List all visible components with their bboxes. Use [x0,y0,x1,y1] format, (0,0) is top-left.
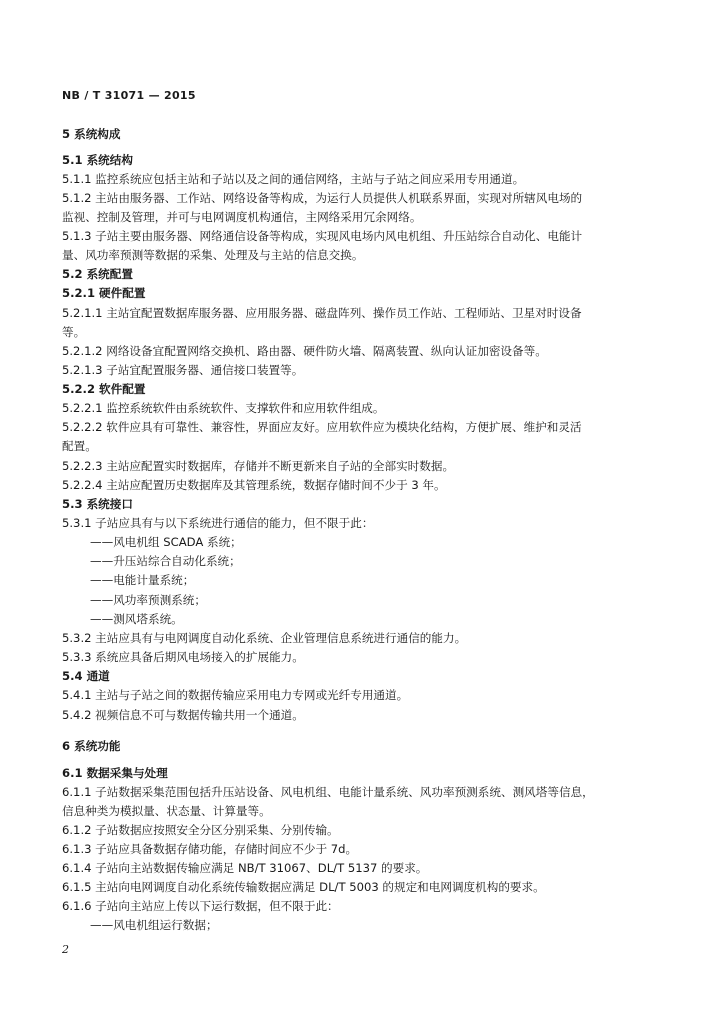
clause-5-2-2-4: 5.2.2.4 主站应配置历史数据库及其管理系统，数据存储时间不少于 3 年。 [62,478,446,492]
heading-5: 5 系统构成 [62,127,121,141]
clause-5-3-1: 5.3.1 子站应具有与以下系统进行通信的能力，但不限于此： [62,516,374,530]
clause-5-2-2-2-cont: 配置。 [62,439,97,453]
clause-5-2-2-1: 5.2.2.1 监控系统软件由系统软件、支撑软件和应用软件组成。 [62,401,385,415]
list-item: ——风功率预测系统； [90,593,206,607]
heading-6-1: 6.1 数据采集与处理 [62,766,168,780]
list-item: ——升压站综合自动化系统； [90,554,241,568]
clause-6-1-3: 6.1.3 子站应具备数据存储功能，存储时间应不少于 7d。 [62,842,358,856]
list-item: ——风电机组运行数据； [90,918,218,932]
clause-5-3-2: 5.3.2 主站应具有与电网调度自动化系统、企业管理信息系统进行通信的能力。 [62,631,467,645]
clause-6-1-1-cont: 信息种类为模拟量、状态量、计算量等。 [62,804,271,818]
clause-5-4-1: 5.4.1 主站与子站之间的数据传输应采用电力专网或光纤专用通道。 [62,688,409,702]
page-number: 2 [62,943,69,956]
clause-6-1-1: 6.1.1 子站数据采集范围包括升压站设备、风电机组、电能计量系统、风功率预测系统、测风塔等信息， [62,785,594,799]
clause-6-1-5: 6.1.5 主站向电网调度自动化系统传输数据应满足 DL/T 5003 的规定和电网调度机构的要求。 [62,880,545,894]
list-item: ——测风塔系统。 [90,612,183,626]
clause-5-4-2: 5.4.2 视频信息不可与数据传输共用一个通道。 [62,708,304,722]
clause-5-2-2-3: 5.2.2.3 主站应配置实时数据库，存储并不断更新来自子站的全部实时数据。 [62,459,455,473]
clause-5-1-1: 5.1.1 监控系统应包括主站和子站以及之间的通信网络，主站与子站之间应采用专用通道。 [62,172,525,186]
heading-5-3: 5.3 系统接口 [62,497,133,511]
heading-6: 6 系统功能 [62,739,121,753]
clause-5-2-1-2: 5.2.1.2 网络设备宜配置网络交换机、路由器、硬件防火墙、隔离装置、纵向认证加密设备等。 [62,344,547,358]
clause-5-2-1-3: 5.2.1.3 子站宜配置服务器、通信接口装置等。 [62,363,304,377]
clause-5-1-3: 5.1.3 子站主要由服务器、网络通信设备等构成，实现风电场内风电机组、升压站综合自动化、电能计 [62,229,583,243]
clause-5-3-3: 5.3.3 系统应具备后期风电场接入的扩展能力。 [62,650,304,664]
clause-5-1-3-cont: 量、风功率预测等数据的采集、处理及与主站的信息交换。 [62,248,364,262]
standard-number-header: NB / T 31071 — 2015 [62,89,196,102]
list-item: ——风电机组 SCADA 系统； [90,535,242,549]
heading-5-2-1: 5.2.1 硬件配置 [62,286,146,300]
clause-5-2-1-1-cont: 等。 [62,325,86,339]
heading-5-2: 5.2 系统配置 [62,267,133,281]
clause-5-1-2: 5.1.2 主站由服务器、工作站、网络设备等构成，为运行人员提供人机联系界面，实现对所辖风电场的 [62,191,583,205]
clause-6-1-6: 6.1.6 子站向主站应上传以下运行数据，但不限于此： [62,899,339,913]
clause-6-1-4: 6.1.4 子站向主站数据传输应满足 NB/T 31067、DL/T 5137 的要求。 [62,861,428,875]
heading-5-2-2: 5.2.2 软件配置 [62,382,146,396]
heading-5-4: 5.4 通道 [62,669,110,683]
clause-5-1-2-cont: 监视、控制及管理，并可与电网调度机构通信，主网络采用冗余网络。 [62,210,422,224]
clause-6-1-2: 6.1.2 子站数据应按照安全分区分别采集、分别传输。 [62,823,339,837]
clause-5-2-2-2: 5.2.2.2 软件应具有可靠性、兼容性，界面应友好。应用软件应为模块化结构，方便扩展、维护和灵活 [62,420,582,434]
heading-5-1: 5.1 系统结构 [62,153,133,167]
clause-5-2-1-1: 5.2.1.1 主站宜配置数据库服务器、应用服务器、磁盘阵列、操作员工作站、工程师站、卫星对时设备 [62,306,582,320]
list-item: ——电能计量系统； [90,573,195,587]
